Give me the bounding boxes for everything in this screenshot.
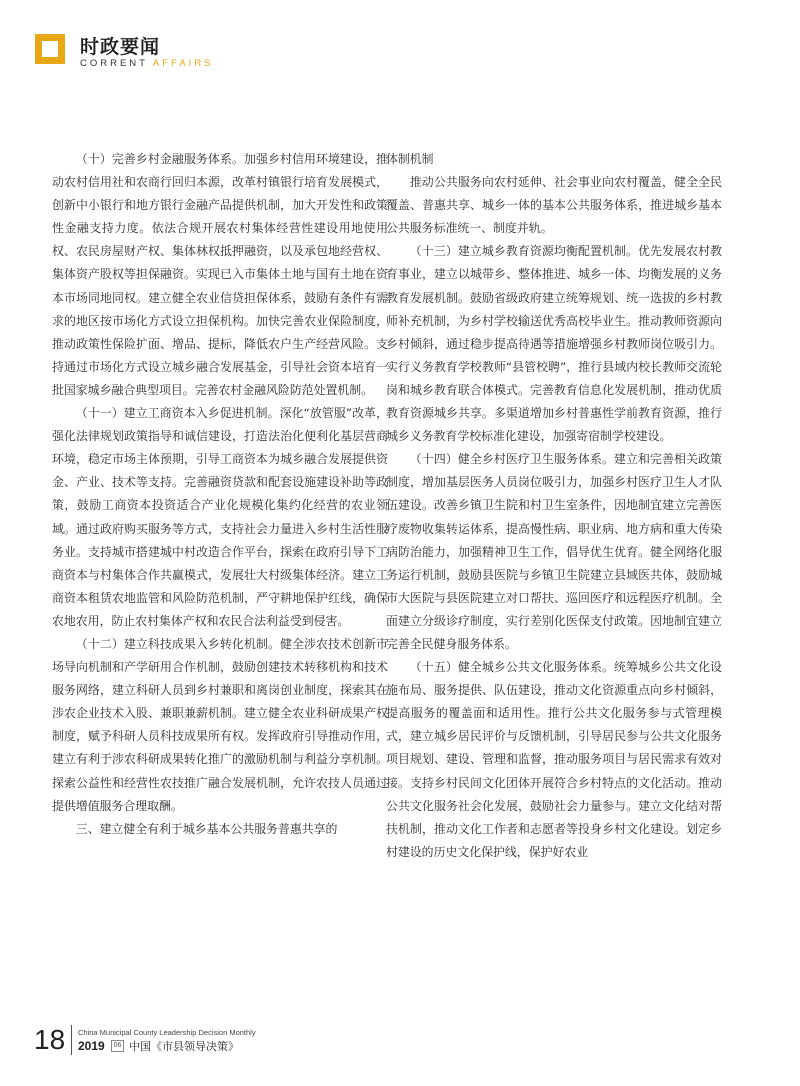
paragraph-15: （十五）健全城乡公共文化服务体系。统筹城乡公共文化设施布局、服务提供、队伍建设，推动文化资源重点向乡村倾斜，提高服务的覆盖面和适用性。推行公共文化服务参与式管理模式，建立城乡居民评价与反馈机制，引导居民参与公共文化服务项目规划、建设、管理和监督，推动服务项目与居民需求有效对接。支持乡村民间文化团体开展符合乡村特点的文化活动。推动公共文化服务社会化发展，鼓励社会力量参与。建立文化结对帮扶机制，推动文化工作者和志愿者等投身乡村文化建设。划定乡村建设的历史文化保护线，保护好农业: [386, 660, 722, 859]
issue-number: 06: [111, 1040, 124, 1052]
paragraph-10: （十）完善乡村金融服务体系。加强乡村信用环境建设，推动农村信用社和农商行回归本源，改革村镇银行培育发展模式，创新中小银行和地方银行金融产品提供机制，加大开发性和政策性金融支持力度。依法合规开展农村集体经营性建设用地使用权、农民房屋财产权、集体林权抵押融资，以及承包地经营权、集体资产股权等担保融资。实现已入市集体土地与国有土地在资本市场同地同权。建立健全农业信贷担保体系，鼓励有条件有需求的地区按市场化方式设立担保机构。加快完善农业保险制度，推动政策性保险扩面、增品、提标，降低农户生产经营风险。支持通过市场化方式设立城乡融合发展基金，引导社会资本培育一批国家城乡融合典型项目。完善农村金融风险防范处置机制。: [52, 152, 388, 397]
journal-name-en: China Municipal County Leadership Decision Monthly: [78, 1028, 256, 1037]
section-subtitle: [80, 58, 214, 69]
section-heading-3-continued: 体制机制: [386, 152, 434, 166]
issue-year: 2019: [78, 1039, 105, 1053]
page-number: 18: [34, 1025, 72, 1055]
paragraph-11: （十一）建立工商资本入乡促进机制。深化“放管服”改革，强化法律规划政策指导和诚信建设，打造法治化便利化基层营商环境，稳定市场主体预期，引导工商资本为城乡融合发展提供资金、产业、技术等支持。完善融资贷款和配套设施建设补助等政策，鼓励工商资本投资适合产业化规模化集约化经营的农业领域。通过政府购买服务等方式，支持社会力量进入乡村生活性服务业。支持城市搭建城中村改造合作平台，探索在政府引导下工商资本与村集体合作共赢模式，发展壮大村级集体经济。建立工商资本租赁农地监管和风险防范机制，严守耕地保护红线，确保农地农用，防止农村集体产权和农民合法利益受到侵害。: [52, 406, 388, 628]
section-header: [35, 34, 295, 74]
section-logo-icon: [35, 34, 65, 64]
paragraph-14: （十四）健全乡村医疗卫生服务体系。建立和完善相关政策制度，增加基层医务人员岗位吸引力，加强乡村医疗卫生人才队伍建设。改善乡镇卫生院和村卫生室条件，因地制宜建立完善医疗废物收集转运体系，提高慢性病、职业病、地方病和重大传染病防治能力，加强精神卫生工作，倡导优生优育。健全网络化服务运行机制，鼓励县医院与乡镇卫生院建立县域医共体，鼓励城市大医院与县医院建立对口帮扶、巡回医疗和远程医疗机制。全面建立分级诊疗制度，实行差别化医保支付政策。因地制宜建立完善全民健身服务体系。: [386, 452, 722, 651]
section-subtitle-part-2: AFFAIRS: [152, 58, 214, 69]
paragraph-12: （十二）建立科技成果入乡转化机制。健全涉农技术创新市场导向机制和产学研用合作机制，鼓励创建技术转移机构和技术服务网络，建立科研人员到乡村兼职和离岗创业制度，探索其在涉农企业技术入股、兼职兼薪机制。建立健全农业科研成果产权制度，赋予科研人员科技成果所有权。发挥政府引导推动作用，建立有利于涉农科研成果转化推广的激励机制与利益分享机制。探索公益性和经营性农技推广融合发展机制，允许农技人员通过提供增值服务合理取酬。: [52, 636, 388, 813]
right-column: [386, 148, 722, 864]
journal-name-cn: 中国《市县领导决策》: [129, 1040, 239, 1053]
left-column: [52, 148, 388, 841]
section-subtitle-part-1: CORRENT: [80, 58, 153, 69]
paragraph-13: （十三）建立城乡教育资源均衡配置机制。优先发展农村教育事业，建立以城带乡、整体推进、城乡一体、均衡发展的义务教育发展机制。鼓励省级政府建立统筹规划、统一选拔的乡村教师补充机制，为乡村学校输送优秀高校毕业生。推动教师资源向乡村倾斜，通过稳步提高待遇等措施增强乡村教师岗位吸引力。实行义务教育学校教师“县管校聘”，推行县域内校长教师交流轮岗和城乡教育联合体模式。完善教育信息化发展机制，推动优质教育资源城乡共享。多渠道增加乡村普惠性学前教育资源，推行城乡义务教育学校标准化建设，加强寄宿制学校建设。: [386, 244, 722, 444]
section-heading-3: 三、建立健全有利于城乡基本公共服务普惠共享的: [75, 821, 338, 836]
page-footer: [34, 1025, 434, 1065]
paragraph-intro: 推动公共服务向农村延伸、社会事业向农村覆盖，健全全民覆盖、普惠共享、城乡一体的基本公共服务体系，推进城乡基本公共服务标准统一、制度并轨。: [386, 175, 722, 236]
section-title: 时政要闻: [80, 36, 161, 58]
